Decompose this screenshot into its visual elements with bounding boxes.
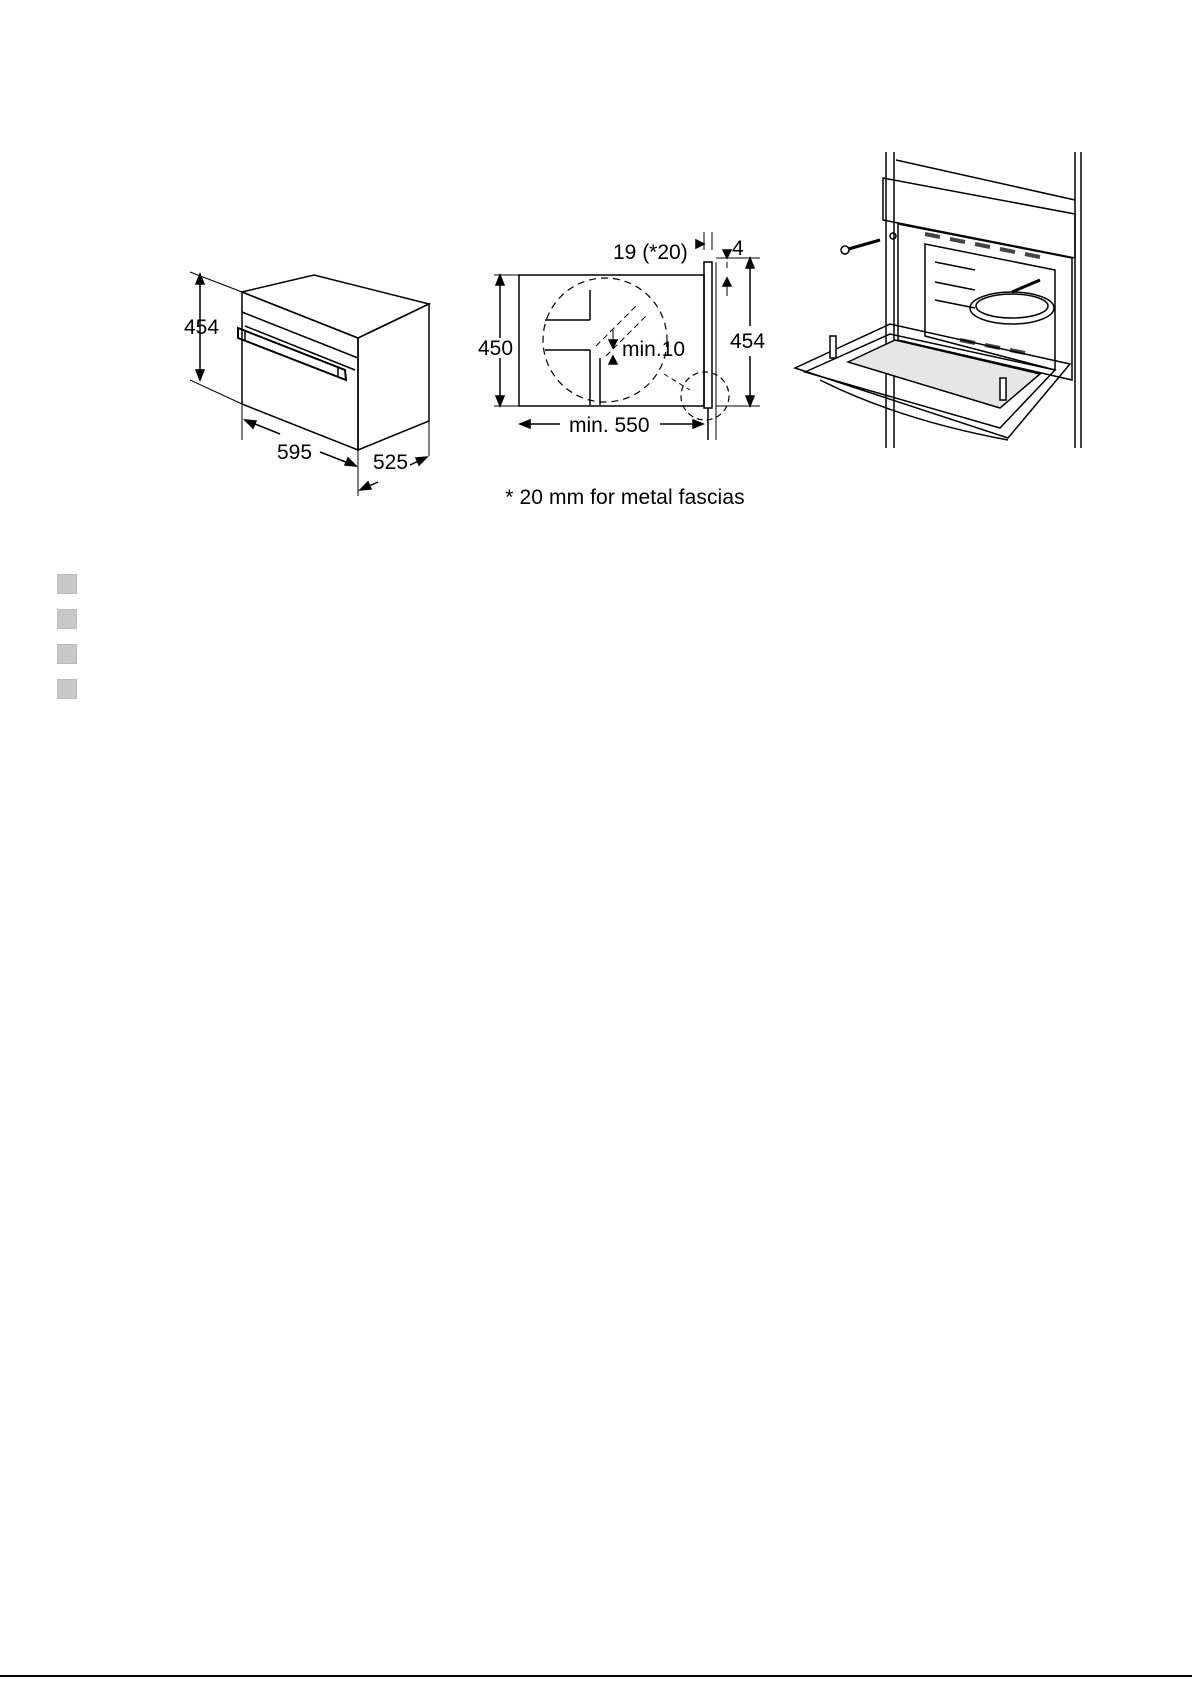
panel-thickness-label: 19 (*20) [613,241,688,264]
gap-top-label: 4 [732,237,744,260]
grey-square-icon [57,644,77,664]
oven-appliance-drawing [238,275,429,450]
grey-square-icon [57,574,77,594]
grey-square-icon [57,679,77,699]
installed-appliance-drawing [795,152,1081,448]
oven-width-label: 595 [277,441,313,464]
footer-rule [0,1675,1192,1677]
oven-height-label: 454 [184,316,220,339]
installation-figure [0,0,1192,560]
footnote: * 20 mm for metal fascias [505,486,745,509]
bullet-list [57,574,77,714]
oven-depth-label: 525 [373,451,409,474]
grey-square-icon [57,609,77,629]
installation-diagram [0,0,1192,560]
niche-height-label: 450 [478,337,514,360]
clearance-label: min.10 [622,338,686,361]
front-height-label: 454 [730,330,766,353]
niche-depth-label: min. 550 [569,414,650,437]
